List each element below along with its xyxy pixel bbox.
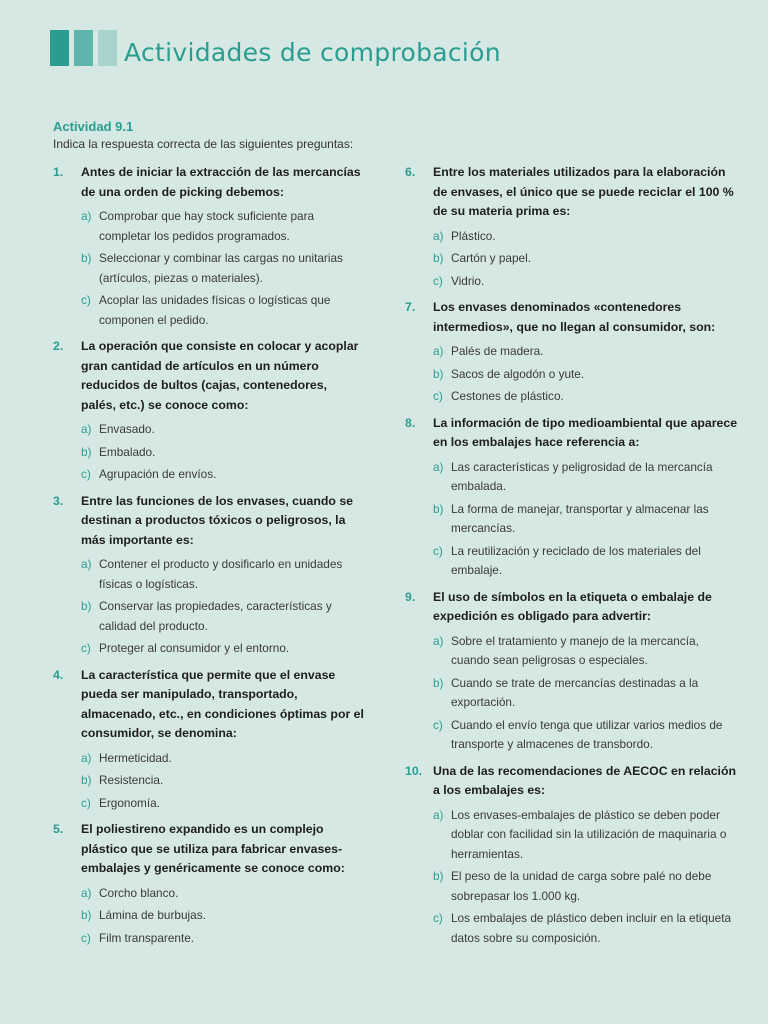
answer-option [81,884,365,904]
option-letter: c) [433,717,443,732]
option-letter: b) [433,675,444,690]
answer-option [81,639,365,659]
option-text: Cuando se trate de mercancías destinadas a la exportación. [451,675,699,709]
option-text: Proteger al consumidor y el entorno. [99,641,290,655]
answer-option [81,929,365,949]
answer-option [433,458,739,497]
option-letter: b) [81,908,92,922]
option-letter: c) [433,273,443,288]
option-letter: c) [81,293,91,307]
question-text: La característica que permite que el envase pueda ser manipulado, transportado, almacenado, etc., en condiciones óptimas por el consumidor, se denomina: [81,667,364,740]
option-letter: b) [433,501,444,516]
option-text: Agrupación de envíos. [99,467,217,481]
question-text: El poliestireno expandido es un complejo plástico que se utiliza para fabricar envases-embalajes y genéricamente se conoce como: [81,822,345,875]
question-9 [405,588,739,627]
option-text: Los embalajes de plástico deben incluir en la etiqueta datos sobre su composición. [451,911,732,945]
page-title: Actividades de comprobación [124,38,501,67]
option-letter: a) [81,557,92,571]
option-text: Sacos de algodón o yute. [451,366,585,381]
answer-option [433,227,739,247]
option-text: La forma de manejar, transportar y almacenar las mercancías. [451,501,709,535]
option-text: Cuando el envío tenga que utilizar varios medios de transporte y almacenes de transbordo. [451,717,723,751]
question-4 [53,666,365,744]
option-text: Sobre el tratamiento y manejo de la mercancía, cuando sean peligrosas o especiales. [451,633,699,667]
option-letter: a) [433,633,444,648]
option-text: Los envases-embalajes de plástico se deben poder doblar con facilidad sin la utilización de maquinaria o herramientas. [451,807,727,861]
answer-option [81,771,365,791]
option-letter: a) [81,885,92,900]
question-number: 8. [405,415,416,430]
option-letter: b) [81,444,92,459]
question-number: 6. [405,165,416,179]
answer-option [433,542,739,581]
option-text: Embalado. [99,444,156,459]
answer-option [81,443,365,463]
option-text: Resistencia. [99,773,164,787]
header-square-dark [50,30,69,66]
answer-option [433,342,739,362]
option-letter: c) [81,467,91,481]
left-column [53,163,365,955]
question-text: Entre los materiales utilizados para la elaboración de envases, el único que se puede reciclar el 100 % de su materia prima es: [433,165,734,218]
answer-option [433,500,739,539]
question-text: Antes de iniciar la extracción de las mercancías de una orden de picking debemos: [81,165,361,199]
question-spacer [405,951,739,955]
question-6 [405,163,739,222]
option-letter: c) [81,795,91,810]
option-text: Seleccionar y combinar las cargas no unitarias (artículos, piezas o materiales). [99,251,343,285]
option-text: Palés de madera. [451,344,544,358]
option-letter: c) [433,389,443,403]
question-5 [53,820,365,879]
question-number: 1. [53,165,64,179]
option-letter: a) [433,228,444,243]
activity-title: Actividad 9.1 [53,119,134,134]
answer-option [433,674,739,713]
answer-option [81,291,365,330]
question-number: 7. [405,300,416,314]
option-text: Cestones de plástico. [451,389,564,403]
option-letter: b) [433,251,444,265]
answer-option [433,249,739,269]
option-letter: c) [433,911,443,925]
answer-option [81,794,365,814]
option-letter: b) [81,773,92,787]
option-letter: b) [81,251,92,265]
section-header [50,30,750,70]
option-letter: c) [81,641,91,655]
option-text: Comprobar que hay stock suficiente para completar los pedidos programados. [99,209,315,243]
answer-option [81,749,365,769]
option-text: Envasado. [99,422,155,436]
answer-option [81,249,365,288]
question-1 [53,163,365,202]
question-text: La operación que consiste en colocar y acoplar gran cantidad de artículos en un número reducidos de bultos (cajas, contenedores, palés, etc.) se conoce como: [81,339,359,412]
question-number: 2. [53,339,64,353]
answer-option [433,365,739,385]
question-number: 4. [53,667,64,682]
answer-option [433,909,739,948]
option-text: Conservar las propiedades, características y calidad del producto. [99,599,332,633]
option-text: Corcho blanco. [99,885,179,900]
question-number: 5. [53,822,64,836]
option-text: La reutilización y reciclado de los materiales del embalaje. [451,543,701,577]
question-number: 3. [53,493,64,508]
right-column [405,163,739,955]
option-letter: a) [81,209,92,223]
option-text: Hermeticidad. [99,750,172,765]
answer-option [81,465,365,485]
option-text: Cartón y papel. [451,251,532,265]
answer-option [81,906,365,926]
answer-option [81,555,365,594]
answer-option [433,806,739,865]
answer-option [433,632,739,671]
answer-option [81,207,365,246]
question-text: Una de las recomendaciones de AECOC en relación a los embalajes es: [433,763,736,797]
question-2 [53,337,365,415]
answer-option [433,867,739,906]
question-number: 9. [405,589,416,604]
option-text: Ergonomía. [99,795,160,810]
header-square-light [98,30,117,66]
option-text: Contener el producto y dosificarlo en unidades físicas o logísticas. [99,557,343,591]
question-8 [405,414,739,453]
option-letter: a) [81,422,92,436]
activity-instruction: Indica la respuesta correcta de las siguientes preguntas: [53,137,354,151]
option-text: Plástico. [451,228,496,243]
answer-option [81,420,365,440]
option-letter: a) [433,807,444,822]
option-text: Acoplar las unidades físicas o logísticas que componen el pedido. [99,293,331,327]
option-text: Vidrio. [451,273,485,288]
option-text: El peso de la unidad de carga sobre palé no debe sobrepasar los 1.000 kg. [451,869,712,903]
question-7 [405,298,739,337]
option-letter: a) [433,344,444,358]
question-text: El uso de símbolos en la etiqueta o embalaje de expedición es obligado para advertir: [433,589,712,623]
answer-option [433,716,739,755]
option-text: Film transparente. [99,930,195,945]
answer-option [81,597,365,636]
option-text: Lámina de burbujas. [99,908,206,922]
option-text: Las características y peligrosidad de la mercancía embalada. [451,459,713,493]
question-3 [53,492,365,551]
question-number: 10. [405,763,423,778]
header-square-mid [74,30,93,66]
option-letter: b) [433,366,444,381]
option-letter: c) [433,543,443,558]
answer-option [433,272,739,292]
question-text: Entre las funciones de los envases, cuando se destinan a productos tóxicos o peligrosos, la más importante es: [81,493,353,547]
option-letter: b) [81,599,92,613]
question-text: Los envases denominados «contenedores intermedios», que no llegan al consumidor, son: [433,300,716,334]
option-letter: a) [433,459,444,474]
option-letter: b) [433,869,444,883]
option-letter: a) [81,750,92,765]
question-10 [405,762,739,801]
answer-option [433,387,739,407]
option-letter: c) [81,930,91,945]
question-spacer [53,951,365,955]
question-text: La información de tipo medioambiental que aparece en los embalajes hace referencia a: [433,415,738,449]
